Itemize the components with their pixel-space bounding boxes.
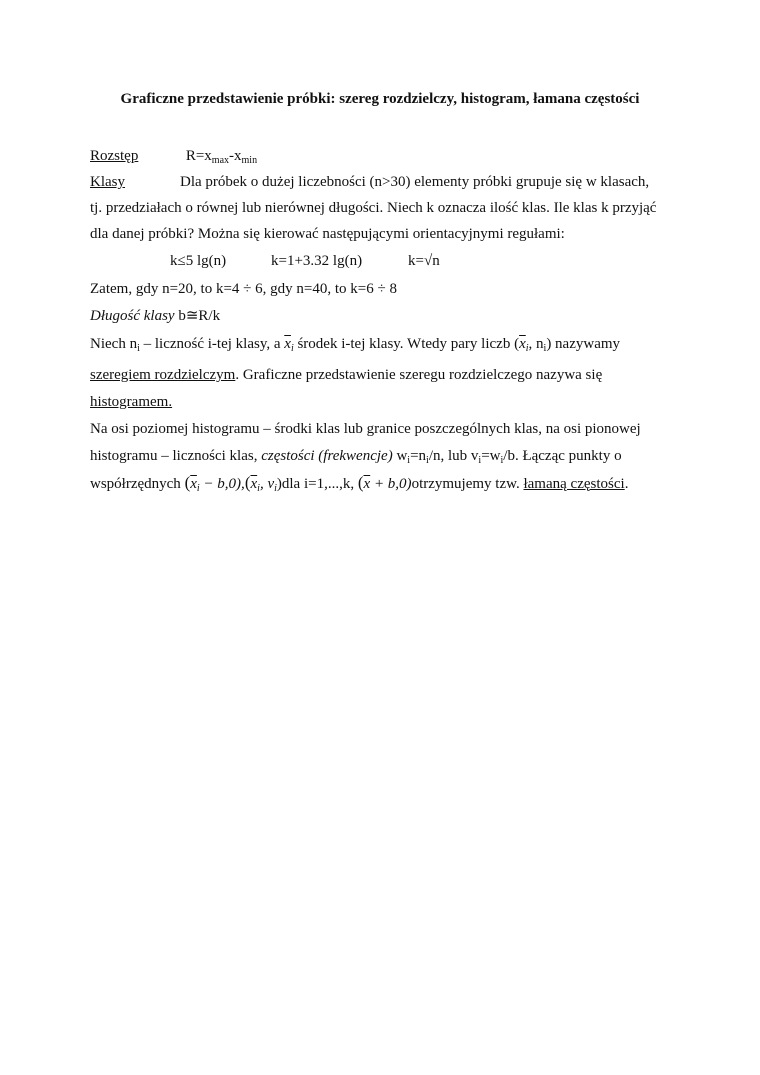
osi-line-1: Na osi poziomej histogramu – środki klas lub granice poszczególnych klas, na osi pionowej [90,421,641,437]
rule-3: k=√n [408,253,440,269]
page-title: Graficzne przedstawienie próbki: szereg rozdzielczy, histogram, łamana częstości [120,91,640,107]
niech-line-3 [90,392,670,412]
zatem-line: Zatem, gdy n=20, to k=4 ÷ 6, gdy n=40, to k=6 ÷ 8 [90,281,397,297]
klasy-line-1 [90,172,670,192]
osi-line-3: współrzędnych $(\overline{x}_i - b,0),(\overline{x}_i$, $v_i)dla$ i=1,...,k, ($\overline{x}$ + b,0)otrzymujemy tzw. łamaną częstości. [90,473,629,494]
klasy-text-1: Dla próbek o dużej liczebności (n>30) elementy próbki grupuje się w klasach, [180,174,650,190]
szereg-rozdzielczy-term: szeregiem rozdzielczym [90,367,236,383]
rozstep-formula: $R=x_{max}-x_{min}$ [185,148,258,166]
lamana-czestosci-term: łamaną częstości [523,476,625,492]
klasy-line-3: dla danej próbki? Można się kierować następującymi orientacyjnymi regułami: [90,226,565,242]
dlugosc-formula: b≅R/k [178,308,221,324]
rozstep-label: Rozstęp [90,148,139,164]
klasy-line-2: tj. przedziałach o równej lub nierównej długości. Niech k oznacza ilość klas. Ile klas k przyjąć [90,200,657,216]
dlugosc-line [90,306,670,326]
czestosci-term: częstości (frekwencje) [261,448,393,464]
niech-line-2: szeregiem rozdzielczym. Graficzne przedstawienie szeregu rozdzielczego nazywa się [90,367,603,383]
rule-1: k≤5 lg(n) [170,253,227,269]
klasy-label: Klasy [90,174,125,190]
rozstep-line [90,146,670,171]
niech-line-1: Niech $n_i$ – liczność i-tej klasy, a $\overline{x}_i$ środek i-tej klasy. Wtedy pary liczb ($\overline{x}_i$, $n_i$) nazywamy [90,336,621,354]
osi-line-2: histogramu – liczności klas, częstości (frekwencje) $w_i=n_i/n$, lub $v_i=w_i/b$. Łącząc punkty o [90,448,622,466]
histogram-term: histogramem. [90,394,173,410]
dlugosc-label: Długość klasy [90,308,175,324]
xbar-symbol: $\overline{x}$ [284,336,291,352]
rule-2: k=1+3.32 lg(n) [271,253,363,269]
